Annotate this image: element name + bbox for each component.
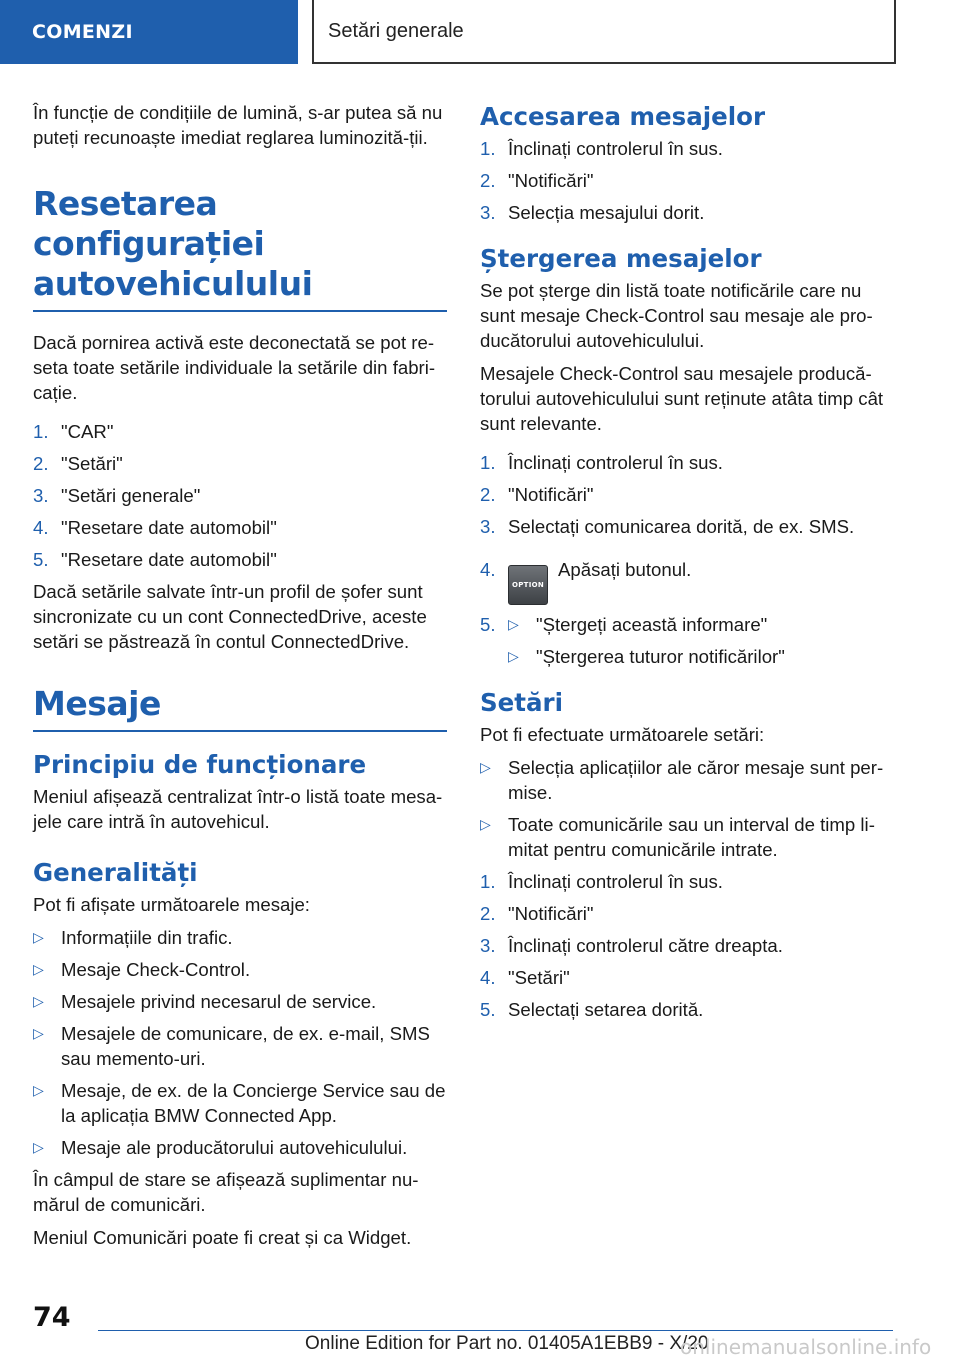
access-heading: Accesarea mesajelor: [480, 102, 766, 131]
widget-text: Meniul Comunicări poate fi creat și ca Widget.: [33, 1227, 412, 1248]
list-item: ▷ Mesaje, de ex. de la Concierge Service sau de la aplicația BMW Connected App.: [33, 1080, 446, 1126]
list-item: 2. "Notificări": [480, 170, 594, 191]
list-item: 4. OPTIONApăsați butonul.: [480, 557, 894, 605]
list-item: 2. "Setări": [33, 453, 123, 474]
list-item: 5. "Resetare date automobil": [33, 549, 277, 570]
triangle-bullet-icon: ▷: [508, 648, 519, 664]
delete-text-2: Mesajele Check-Control sau mesajele producă-torului autovehiculului sunt reținute atâta timp cât sunt relevante.: [480, 363, 884, 434]
footer-edition: Online Edition for Part no. 01405A1EBB9 - X/20: [305, 1333, 709, 1354]
list-item: 3. "Setări generale": [33, 485, 201, 506]
list-item: 1. Înclinați controlerul în sus.: [480, 871, 723, 892]
page-header-title: Setări generale: [312, 0, 896, 64]
option-button-icon: OPTION: [508, 565, 548, 605]
messages-heading: Mesaje: [33, 684, 447, 732]
footer-divider: [98, 1330, 893, 1331]
triangle-bullet-icon: ▷: [480, 816, 491, 832]
page-number: 74: [33, 1302, 71, 1333]
list-item: 3. Selectați comunicarea dorită, de ex. SMS.: [480, 516, 855, 537]
reset-steps: [33, 419, 447, 572]
list-item: ▷ Informațiile din trafic.: [33, 927, 233, 948]
principle-heading: Principiu de funcționare: [33, 750, 367, 779]
list-item: 5. Selectați setarea dorită.: [480, 999, 704, 1020]
settings-heading: Setări: [480, 688, 563, 717]
list-item: 2. "Notificări": [480, 903, 594, 924]
list-item: 4. "Setări": [480, 967, 570, 988]
delete-steps: [480, 450, 894, 669]
list-item: 1. Înclinați controlerul în sus.: [480, 138, 723, 159]
triangle-bullet-icon: ▷: [33, 929, 44, 945]
intro-paragraph: În funcție de condițiile de lumină, s-ar putea să nu puteți recunoaște imediat reglarea luminozită-ții.: [33, 102, 443, 148]
delete-heading: Ștergerea mesajelor: [480, 244, 762, 273]
triangle-bullet-icon: ▷: [33, 993, 44, 1009]
reset-heading: Resetarea configurației autovehiculului: [33, 184, 447, 312]
settings-steps: [480, 869, 894, 1022]
list-item: 4. "Resetare date automobil": [33, 517, 277, 538]
triangle-bullet-icon: ▷: [480, 759, 491, 775]
list-item: ▷ Mesaje ale producătorului autovehiculului.: [33, 1137, 408, 1158]
right-column: [480, 100, 894, 1029]
access-steps: [480, 136, 894, 225]
message-types-list: [33, 925, 447, 1160]
section-tab: COMENZI: [0, 0, 298, 64]
delete-text-1: Se pot șterge din listă toate notificările care nu sunt mesaje Check-Control sau mesaje ale pro-ducătorului autovehiculului.: [480, 280, 873, 351]
list-item: ▷ Mesajele de comunicare, de ex. e-mail, SMS sau memento-uri.: [33, 1023, 430, 1069]
list-item: 2. "Notificări": [480, 484, 594, 505]
settings-text: Pot fi efectuate următoarele setări:: [480, 724, 765, 745]
list-item: 3. Înclinați controlerul către dreapta.: [480, 935, 783, 956]
reset-note: Dacă setările salvate într-un profil de șofer sunt sincronizate cu un cont ConnectedDrive, aceste setări se păstrează în contul ConnectedDrive.: [33, 581, 427, 652]
list-item: ▷ Mesaje Check-Control.: [33, 959, 251, 980]
triangle-bullet-icon: ▷: [33, 1025, 44, 1041]
principle-text: Meniul afișează centralizat într-o listă toate mesa-jele care intră în autovehicul.: [33, 786, 443, 832]
list-item: 1. Înclinați controlerul în sus.: [480, 452, 723, 473]
general-text: Pot fi afișate următoarele mesaje:: [33, 894, 310, 915]
triangle-bullet-icon: ▷: [508, 616, 519, 632]
triangle-bullet-icon: ▷: [33, 961, 44, 977]
list-item: ▷ Selecția aplicațiilor ale căror mesaje sunt per-mise.: [480, 757, 884, 803]
triangle-bullet-icon: ▷: [33, 1139, 44, 1155]
list-item: 1. "CAR": [33, 421, 114, 442]
left-column: [33, 100, 447, 1258]
list-item: ▷ Toate comunicările sau un interval de timp li-mitat pentru comunicările intrate.: [480, 814, 875, 860]
triangle-bullet-icon: ▷: [33, 1082, 44, 1098]
list-item: ▷ Mesajele privind necesarul de service.: [33, 991, 377, 1012]
list-item: 3. Selecția mesajului dorit.: [480, 202, 705, 223]
reset-text: Dacă pornirea activă este deconectată se pot re-seta toate setările individuale la setările din fabri-cație.: [33, 332, 436, 403]
list-item: 5. ▷ "Ștergeți această informare" ▷ "Ștergerea tuturor notificărilor": [480, 614, 785, 667]
general-heading: Generalități: [33, 858, 198, 887]
status-text: În câmpul de stare se afișează suplimentar nu-mărul de comunicări.: [33, 1169, 419, 1215]
watermark: onlinemanualsonline.info: [680, 1335, 932, 1359]
settings-list: [480, 755, 894, 862]
